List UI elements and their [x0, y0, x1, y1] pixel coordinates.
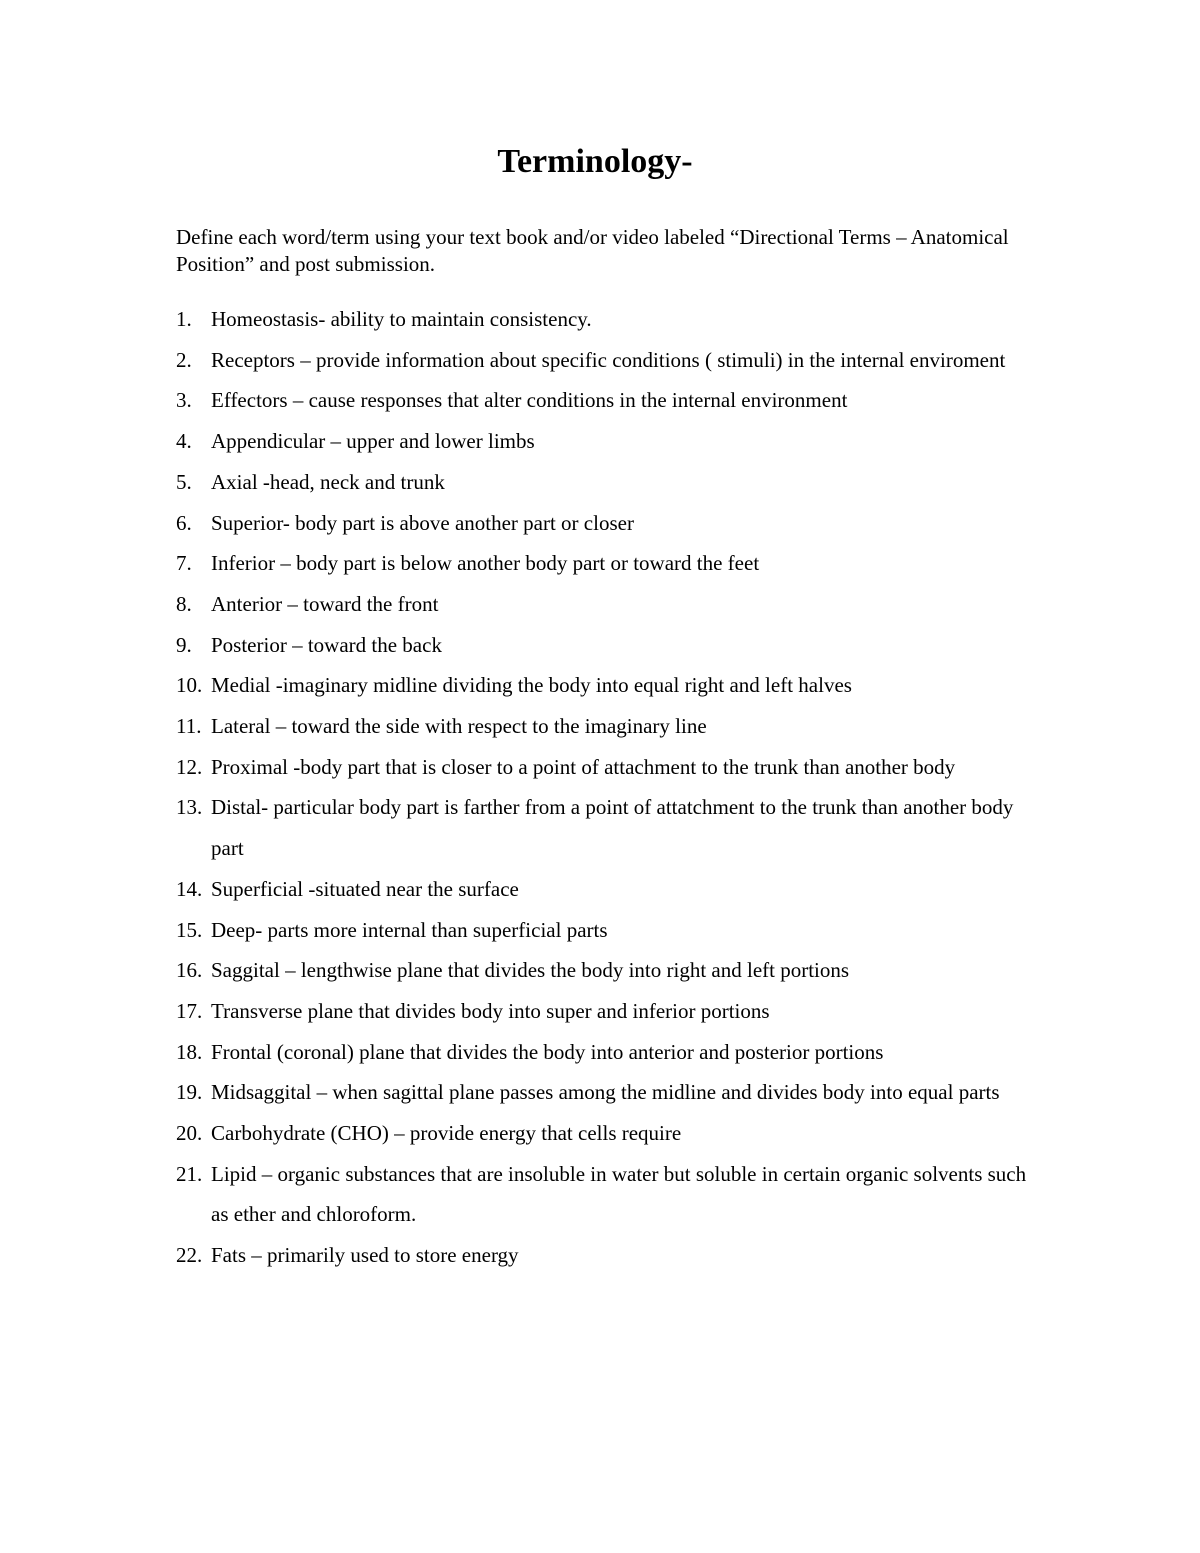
item-number: 7. — [176, 551, 192, 576]
list-item — [176, 625, 1036, 666]
item-number: 4. — [176, 429, 192, 454]
item-number: 12. — [176, 754, 203, 779]
item-number: 3. — [176, 388, 192, 413]
terms-list — [176, 299, 1036, 1276]
list-item — [176, 747, 1036, 788]
list-item — [176, 787, 1036, 868]
item-number: 15. — [176, 917, 203, 942]
item-text: Superior- body part is above another part or closer — [211, 510, 634, 535]
item-text: Homeostasis- ability to maintain consistency. — [211, 307, 592, 331]
item-number: 19. — [176, 1080, 203, 1105]
list-item — [176, 1113, 1036, 1154]
list-item — [176, 462, 1036, 503]
item-number: 21. — [176, 1161, 203, 1186]
item-text: Saggital – lengthwise plane that divides the body into right and left portions — [211, 958, 850, 983]
item-number: 9. — [176, 632, 192, 657]
item-text: Superficial -situated near the surface — [211, 876, 519, 901]
item-text: Deep- parts more internal than superficial parts — [211, 917, 608, 942]
list-item — [176, 380, 1036, 421]
item-number: 8. — [176, 591, 192, 616]
list-item — [176, 1072, 1036, 1113]
item-text: Midsaggital – when sagittal plane passes among the midline and divides body into equal parts — [211, 1080, 1000, 1105]
item-text: Carbohydrate (CHO) – provide energy that cells require — [211, 1121, 682, 1146]
item-text: Effectors – cause responses that alter conditions in the internal environment — [211, 388, 848, 413]
item-text: Fats – primarily used to store energy — [211, 1243, 519, 1268]
item-text: Receptors – provide information about specific conditions ( stimuli) in the internal enviroment — [211, 347, 1006, 372]
list-item — [176, 584, 1036, 625]
item-text: Appendicular – upper and lower limbs — [211, 429, 535, 454]
list-item — [176, 665, 1036, 706]
item-number: 10. — [176, 673, 203, 698]
list-item — [176, 543, 1036, 584]
item-text: Lipid – organic substances that are insoluble in water but soluble in certain organic solvents such as ether and chloroform. — [211, 1161, 1027, 1227]
item-number: 22. — [176, 1243, 203, 1268]
item-number: 13. — [176, 795, 203, 820]
list-item — [176, 910, 1036, 951]
list-item — [176, 991, 1036, 1032]
item-number: 5. — [176, 469, 192, 494]
list-item — [176, 421, 1036, 462]
instructions-paragraph: Define each word/term using your text book and/or video labeled “Directional Terms – Anatomical Position” and post submission. — [176, 225, 1009, 276]
item-text: Transverse plane that divides body into super and inferior portions — [211, 998, 770, 1023]
item-number: 2. — [176, 347, 192, 372]
list-item — [176, 950, 1036, 991]
item-text: Posterior – toward the back — [211, 632, 442, 657]
list-item — [176, 503, 1036, 544]
list-item — [176, 1235, 1036, 1276]
item-text: Anterior – toward the front — [211, 591, 439, 616]
list-item — [176, 1032, 1036, 1073]
item-number: 20. — [176, 1121, 203, 1146]
item-number: 16. — [176, 958, 203, 983]
item-number: 11. — [176, 714, 202, 739]
list-item — [176, 340, 1036, 381]
item-text: Distal- particular body part is farther from a point of attatchment to the trunk than another body part — [211, 795, 1014, 861]
item-text: Lateral – toward the side with respect to the imaginary line — [211, 714, 707, 739]
item-text: Medial -imaginary midline dividing the body into equal right and left halves — [211, 673, 852, 698]
item-number: 18. — [176, 1039, 203, 1064]
list-item — [176, 1154, 1036, 1235]
item-number: 14. — [176, 876, 203, 901]
list-item — [176, 299, 1036, 340]
item-text: Proximal -body part that is closer to a point of attachment to the trunk than another body — [211, 754, 956, 779]
item-number: 6. — [176, 510, 192, 535]
list-item — [176, 706, 1036, 747]
item-text: Inferior – body part is below another body part or toward the feet — [211, 551, 760, 576]
page-title: Terminology- — [497, 143, 693, 180]
item-number: 17. — [176, 998, 203, 1023]
list-item — [176, 869, 1036, 910]
item-number: 1. — [176, 307, 192, 331]
item-text: Frontal (coronal) plane that divides the body into anterior and posterior portions — [211, 1039, 884, 1064]
item-text: Axial -head, neck and trunk — [211, 469, 445, 494]
